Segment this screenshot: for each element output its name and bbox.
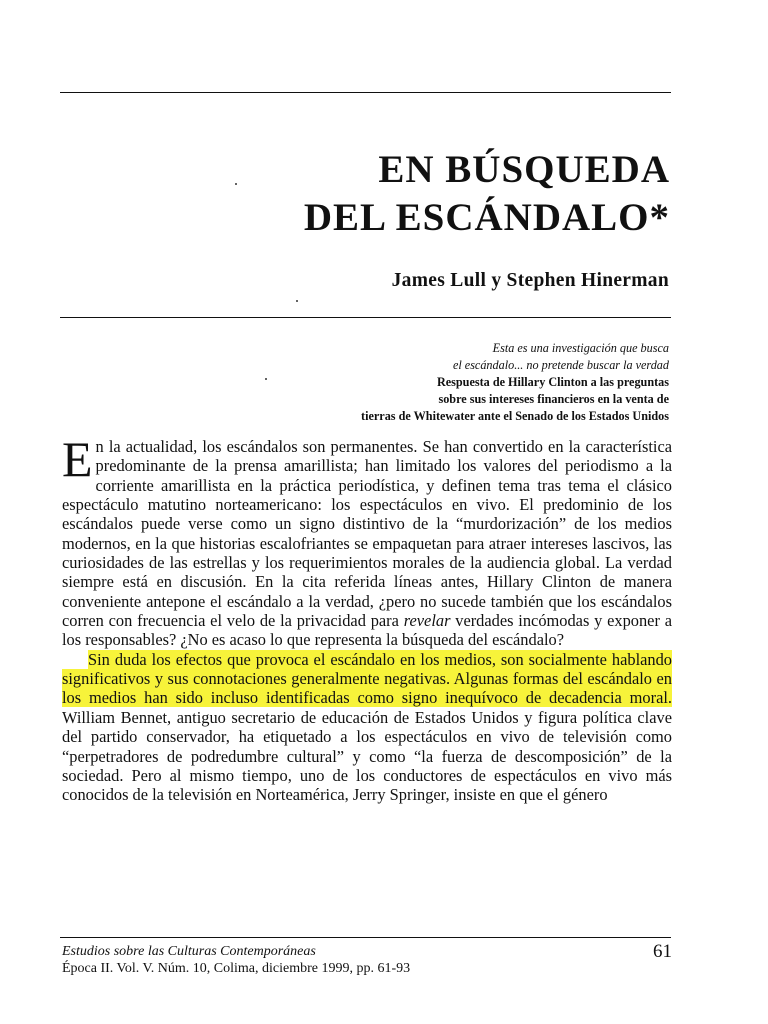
epigraph-source-line-2: sobre sus intereses financieros en la venta de	[438, 392, 669, 406]
epigraph-quote-line-2: el escándalo... no pretende buscar la verdad	[452, 358, 669, 372]
footer-rule	[60, 937, 671, 938]
body-paragraph-2	[62, 650, 672, 805]
body-paragraph-1	[62, 431, 672, 650]
footer-journal-name: Estudios sobre las Culturas Contemporáneas	[62, 944, 316, 959]
top-rule	[60, 92, 671, 93]
header-rule	[60, 317, 671, 318]
paragraph-1-text-b: verdades incómodas y exponer a los responsables? ¿No es acaso lo que representa la búsqueda del escándalo?	[62, 611, 672, 650]
epigraph-quote-line-1: Esta es una investigación que busca	[492, 341, 669, 355]
scan-speck	[296, 300, 298, 302]
drop-cap: E	[62, 431, 93, 487]
article-authors: James Lull y Stephen Hinerman	[391, 270, 669, 291]
footer-issue-info: Época II. Vol. V. Núm. 10, Colima, diciembre 1999, pp. 61-93	[62, 961, 411, 976]
paragraph-1-emphasis: revelar	[403, 611, 451, 631]
title-line-2: DEL ESCÁNDALO*	[303, 196, 670, 239]
paragraph-1-text-a: n la actualidad, los escándalos son permanentes. Se han convertido en la característica predominante de la prensa amarillista; han limitado los valores del periodismo a la corriente amarillista en la práctica periodística, y definen tema tras tema el clásico espectáculo matutino norteamericano: los espectáculos en vivo. El predominio de los escándalos puede verse como un signo distintivo de la “murdorización” de los medios modernos, en la que historias escalofriantes se empaquetan para atraer intereses lascivos, las curiosidades de las estrellas y los requerimientos morales de la audiencia global. La verdad siempre está en discusión. En la cita referida líneas antes, Hillary Clinton de manera conveniente antepone el escándalo a la verdad, ¿pero no sucede también que los escándalos corren con frecuencia el velo de la privacidad para	[62, 437, 672, 631]
highlighted-passage: Sin duda los efectos que provoca el escándalo en los medios, son socialmente hablando significativos y sus connotaciones generalmente negativas. Algunas formas del escándalo en los medios han sido incluso identificadas como signo inequívoco de decadencia moral.	[62, 649, 672, 708]
article-body	[62, 431, 672, 805]
title-line-1: EN BÚSQUEDA	[378, 148, 670, 191]
epigraph-source-line-1: Respuesta de Hillary Clinton a las preguntas	[436, 375, 669, 389]
paragraph-2-text: William Bennet, antiguo secretario de educación de Estados Unidos y figura política clave del partido conservador, ha etiquetado a los espectáculos en vivo de televisión como “perpetradores de podredumbre cultural” y como “la fuerza de descomposición” de la sociedad. Pero al mismo tiempo, uno de los conductores de espectáculos en vivo más conocidos de la televisión en Norteamérica, Jerry Springer, insiste en que el género	[62, 707, 672, 805]
article-title	[304, 146, 670, 242]
scan-speck	[265, 378, 267, 380]
scan-speck	[235, 183, 237, 185]
epigraph	[361, 340, 669, 425]
epigraph-source-line-3: tierras de Whitewater ante el Senado de los Estados Unidos	[361, 409, 669, 423]
page-number: 61	[653, 941, 672, 962]
